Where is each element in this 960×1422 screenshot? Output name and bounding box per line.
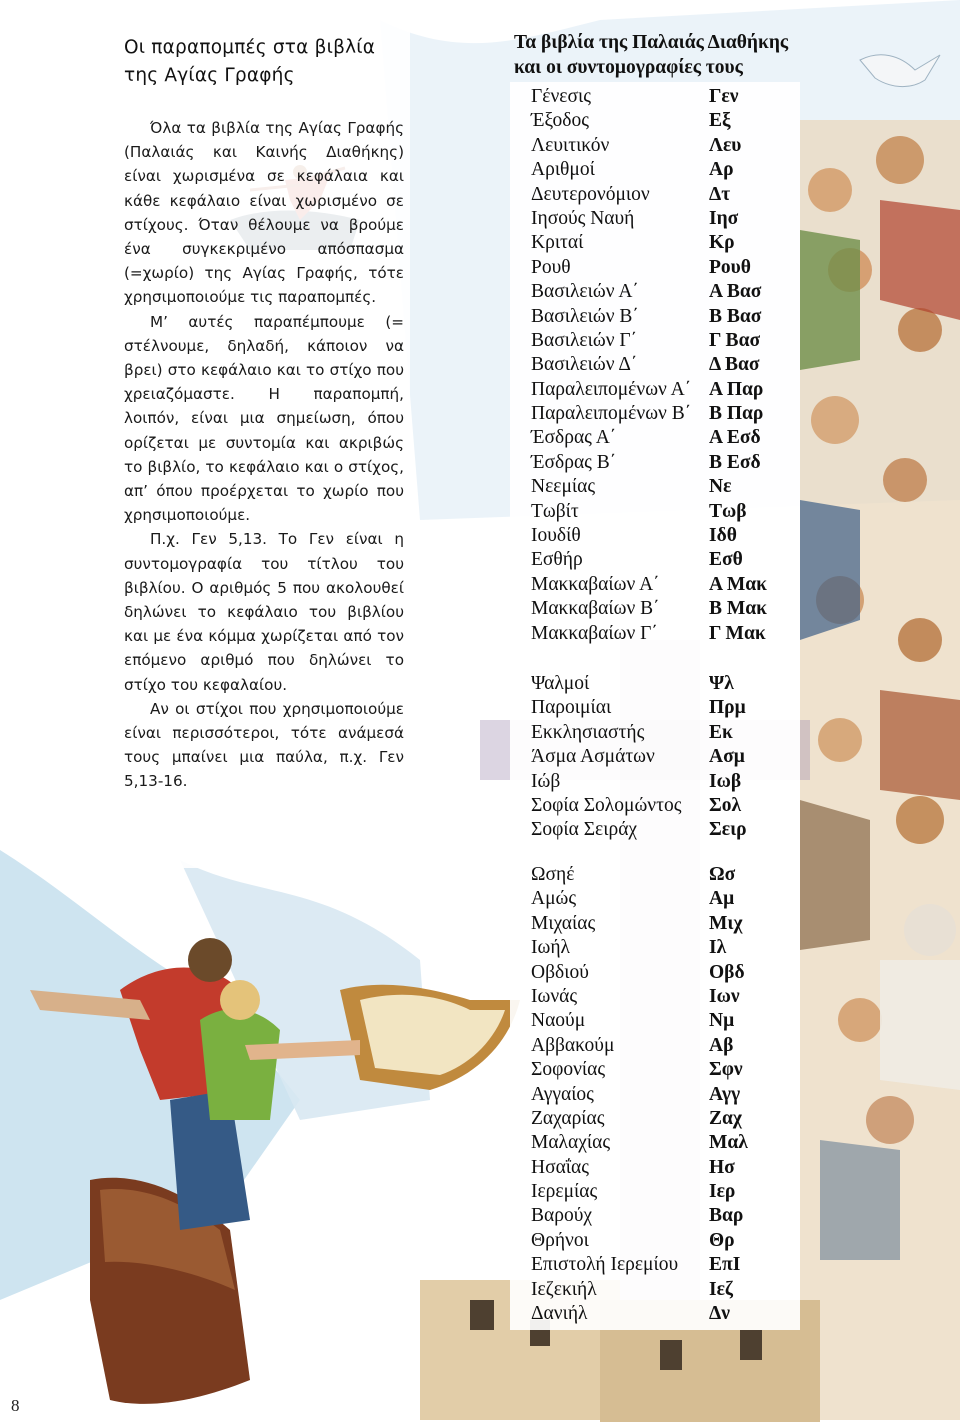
book-name: Δευτερονόμιον	[531, 183, 650, 205]
book-abbreviation: Θρ	[709, 1229, 735, 1251]
book-name: Μιχαίας	[531, 912, 596, 934]
book-name: Ιωήλ	[531, 937, 570, 959]
book-abbreviation: Ασμ	[709, 746, 745, 768]
page-number: 8	[11, 1396, 20, 1415]
book-abbreviation: Ωσ	[709, 864, 736, 885]
book-abbreviation: Α Βασ	[709, 281, 762, 303]
book-row	[531, 622, 811, 646]
book-row	[531, 524, 811, 548]
book-abbreviation: Ησ	[709, 1156, 735, 1178]
book-row	[531, 597, 811, 621]
book-abbreviation: Γ Βασ	[709, 329, 761, 351]
book-abbreviation: Πρμ	[709, 697, 746, 719]
book-name: Άσμα Ασμάτων	[531, 746, 655, 768]
book-abbreviation: Ιερ	[709, 1181, 736, 1203]
book-row	[531, 85, 811, 109]
book-abbreviation: Μιχ	[709, 912, 743, 934]
book-row	[531, 475, 811, 499]
book-row	[531, 231, 811, 255]
book-abbreviation: Νμ	[709, 1010, 735, 1032]
book-group-prophetic	[531, 863, 811, 1326]
book-row	[531, 1034, 811, 1058]
book-name: Μαλαχίας	[531, 1132, 611, 1154]
book-name: Ζαχαρίας	[531, 1107, 605, 1129]
book-row	[531, 770, 811, 794]
book-row	[531, 134, 811, 158]
book-abbreviation: Δτ	[709, 183, 731, 205]
book-name: Βαρούχ	[531, 1205, 593, 1227]
book-name: Έξοδος	[531, 110, 589, 132]
book-row	[531, 1278, 811, 1302]
book-name: Μακκαβαίων Α΄	[531, 573, 660, 595]
book-row	[531, 912, 811, 936]
book-row	[531, 1156, 811, 1180]
book-name: Ψαλμοί	[531, 673, 590, 694]
book-row	[531, 305, 811, 329]
book-group-historical	[531, 85, 811, 646]
book-abbreviation: Β Βασ	[709, 305, 762, 327]
book-abbreviation: Δν	[709, 1303, 730, 1325]
book-name: Έσδρας Β΄	[531, 451, 617, 473]
book-name: Αριθμοί	[531, 159, 595, 181]
book-list-title-line: Τα βιβλία της Παλαιάς Διαθήκης	[514, 32, 789, 53]
book-abbreviation: Αγγ	[709, 1083, 741, 1105]
book-abbreviation: Ιδθ	[709, 525, 737, 547]
book-abbreviation: Α Μακ	[709, 573, 767, 595]
book-abbreviation: Σφν	[709, 1059, 743, 1081]
book-name: Τωβίτ	[531, 500, 579, 522]
book-name: Ιωνάς	[531, 985, 578, 1007]
book-row	[531, 961, 811, 985]
book-row	[531, 672, 811, 696]
article-title: Οι παραπομπές στα βιβλία της Αγίας Γραφής	[124, 37, 376, 86]
book-name: Ρουθ	[531, 256, 571, 278]
book-row	[531, 378, 811, 402]
book-name: Σοφονίας	[531, 1059, 606, 1081]
book-group-poetic	[531, 672, 811, 843]
book-name: Εκκλησιαστής	[531, 721, 645, 743]
book-abbreviation: Κρ	[709, 232, 735, 254]
book-abbreviation: Β Παρ	[709, 403, 764, 425]
book-abbreviation: Εσθ	[709, 549, 743, 571]
book-abbreviation: Α Εσδ	[709, 427, 761, 449]
article-body	[124, 116, 404, 794]
book-name: Κριταί	[531, 232, 584, 254]
book-abbreviation: Λευ	[709, 134, 742, 156]
book-row	[531, 426, 811, 450]
article-paragraph: Π.χ. Γεν 5,13. Το Γεν είναι η συντομογραφία του τίτλου του βιβλίου. Ο αριθμός 5 που ακολουθεί δηλώνει το κεφάλαιο του βιβλίου και με ένα κόμμα χωρίζεται από τον επόμενο αριθμό που δηλώνει το στίχο του κεφαλαίου.	[124, 530, 404, 694]
book-row	[531, 794, 811, 818]
book-abbreviation: Ιεζ	[709, 1278, 733, 1300]
book-abbreviation: Τωβ	[709, 500, 747, 522]
book-row	[531, 280, 811, 304]
book-abbreviation: Α Παρ	[709, 378, 764, 400]
book-row	[531, 329, 811, 353]
book-abbreviation: Ιων	[709, 985, 740, 1007]
book-row	[531, 1107, 811, 1131]
book-abbreviation: ΕπΙ	[709, 1254, 741, 1276]
book-abbreviation: Αβ	[709, 1034, 734, 1056]
book-row	[531, 1083, 811, 1107]
book-name: Μακκαβαίων Γ΄	[531, 622, 658, 644]
book-name: Βασιλειών Α΄	[531, 281, 639, 303]
book-name: Οβδιού	[531, 961, 589, 983]
book-name: Λευιτικόν	[531, 134, 610, 156]
book-name: Ιεζεκιήλ	[531, 1278, 597, 1300]
book-row	[531, 985, 811, 1009]
book-row	[531, 1009, 811, 1033]
book-row	[531, 158, 811, 182]
book-row	[531, 500, 811, 524]
book-name: Σοφία Σολομώντος	[531, 794, 682, 816]
book-name: Σοφία Σειράχ	[531, 819, 638, 841]
book-name: Παραλειπομένων Β΄	[531, 403, 692, 425]
book-name: Παροιμίαι	[531, 697, 612, 719]
book-abbreviation: Σειρ	[709, 819, 747, 841]
book-list-title	[514, 30, 844, 80]
book-row	[531, 1253, 811, 1277]
book-name: Γένεσις	[531, 86, 591, 107]
book-abbreviation: Σολ	[709, 794, 742, 816]
book-name: Ιώβ	[531, 770, 561, 792]
book-abbreviation: Μαλ	[709, 1132, 748, 1154]
book-name: Αμώς	[531, 888, 577, 910]
book-abbreviation: Εκ	[709, 721, 733, 743]
book-row	[531, 402, 811, 426]
book-abbreviation: Γ Μακ	[709, 622, 766, 644]
book-name: Παραλειπομένων Α΄	[531, 378, 692, 400]
book-abbreviation: Βαρ	[709, 1205, 744, 1227]
book-abbreviation: Β Εσδ	[709, 451, 761, 473]
book-row	[531, 256, 811, 280]
book-row	[531, 696, 811, 720]
book-row	[531, 936, 811, 960]
book-name: Ιουδίθ	[531, 525, 581, 547]
book-name: Αββακούμ	[531, 1034, 615, 1056]
book-abbreviation: Ιωβ	[709, 770, 742, 792]
book-name: Ησαΐας	[531, 1156, 589, 1178]
book-abbreviation: Ρουθ	[709, 256, 751, 278]
book-row	[531, 353, 811, 377]
book-abbreviation: Νε	[709, 476, 732, 498]
book-abbreviation: Αρ	[709, 159, 734, 181]
book-row	[531, 887, 811, 911]
book-name: Ιησούς Ναυή	[531, 207, 635, 229]
book-abbreviation: Αμ	[709, 888, 735, 910]
article-paragraph: Μ’ αυτές παραπέμπουμε (= στέλνουμε, δηλαδή, κάποιον να βρει) στο κεφάλαιο και το στίχο που χρειαζόμαστε. Η παραπομπή, λοιπόν, είναι μια σημείωση, όπου ορίζεται με συντομία και ακριβώς το βιβλίο, το κεφάλαιο και ο στίχος, απ’ όπου προέρχεται το χωρίο που χρησιμοποιούμε.	[124, 312, 404, 525]
book-name: Βασιλειών Β΄	[531, 305, 639, 327]
book-name: Μακκαβαίων Β΄	[531, 598, 660, 620]
article-paragraph: Αν οι στίχοι που χρησιμοποιούμε είναι περισσότεροι, τότε ανάμεσά τους μπαίνει μια παύλα, π.χ. Γεν 5,13-16.	[124, 699, 404, 791]
book-name: Βασιλειών Γ΄	[531, 329, 638, 351]
book-abbreviation: Ζαχ	[709, 1107, 742, 1129]
book-name: Δανιήλ	[531, 1303, 588, 1325]
book-abbreviation: Οβδ	[709, 961, 745, 983]
book-row	[531, 745, 811, 769]
book-row	[531, 548, 811, 572]
book-name: Θρήνοι	[531, 1229, 589, 1251]
book-abbreviation: Γεν	[709, 86, 739, 107]
book-name: Επιστολή Ιερεμίου	[531, 1254, 679, 1276]
book-name: Ναούμ	[531, 1010, 586, 1032]
book-row	[531, 863, 811, 887]
book-row	[531, 573, 811, 597]
book-name: Εσθήρ	[531, 549, 583, 571]
book-name: Νεεμίας	[531, 476, 596, 498]
book-abbreviation: Ψλ	[709, 673, 734, 694]
book-row	[531, 818, 811, 842]
book-row	[531, 207, 811, 231]
book-list-title-line: και οι συντομογραφίες τους	[514, 57, 743, 78]
book-row	[531, 451, 811, 475]
book-name: Ιερεμίας	[531, 1181, 598, 1203]
book-name: Βασιλειών Δ΄	[531, 354, 638, 376]
book-row	[531, 721, 811, 745]
book-row	[531, 1302, 811, 1326]
book-name: Ωσηέ	[531, 864, 575, 885]
article-paragraph: Όλα τα βιβλία της Αγίας Γραφής (Παλαιάς και Καινής Διαθήκης) είναι χωρισμένα σε κεφάλαια και κάθε κεφάλαιο είναι χωρισμένο σε στίχους. Όταν θέλουμε να βρούμε ένα συγκεκριμένο απόσπασμα (=χωρίο) της Αγίας Γραφής, τότε χρησιμοποιούμε τις παραπομπές.	[124, 119, 404, 307]
book-row	[531, 109, 811, 133]
book-name: Αγγαίος	[531, 1083, 594, 1105]
book-abbreviation: Β Μακ	[709, 598, 767, 620]
book-name: Έσδρας Α΄	[531, 427, 617, 449]
book-row	[531, 1204, 811, 1228]
book-abbreviation: Εξ	[709, 110, 731, 132]
book-abbreviation: Ιησ	[709, 207, 739, 229]
book-row	[531, 1229, 811, 1253]
book-row	[531, 1058, 811, 1082]
book-row	[531, 1180, 811, 1204]
book-abbreviation: Δ Βασ	[709, 354, 760, 376]
book-abbreviation: Ιλ	[709, 937, 727, 959]
book-row	[531, 183, 811, 207]
book-row	[531, 1131, 811, 1155]
